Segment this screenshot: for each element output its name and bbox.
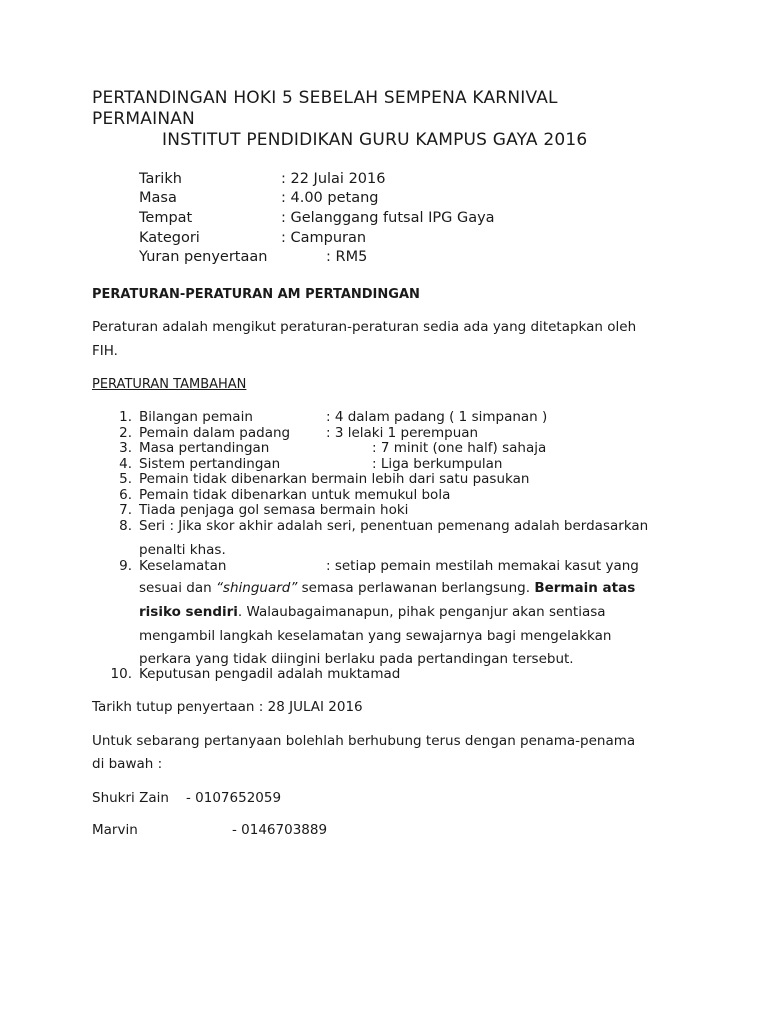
list-item-label: Masa pertandingan — [139, 440, 270, 456]
general-rules-heading: PERATURAN-PERATURAN AM PERTANDINGAN — [92, 287, 420, 302]
list-item-value: : Liga berkumpulan — [372, 456, 503, 472]
list-item-text: Seri : Jika skor akhir adalah seri, penentuan pemenang adalah berdasarkan — [139, 518, 649, 534]
list-item-label: Sistem pertandingan — [139, 456, 281, 472]
safety-line: mengambil langkah keselamatan yang sewajarnya bagi mengelakkan — [139, 628, 612, 644]
list-item-text: Tiada penjaga gol semasa bermain hoki — [139, 502, 409, 518]
detail-label: Tarikh — [139, 171, 182, 187]
contact-name: Shukri Zain — [92, 790, 169, 806]
detail-label: Kategori — [139, 230, 200, 246]
list-number: 3. — [119, 440, 132, 456]
safety-text: semasa perlawanan berlangsung. — [297, 580, 535, 596]
list-number: 1. — [119, 409, 132, 425]
closing-date: Tarikh tutup penyertaan : 28 JULAI 2016 — [92, 699, 363, 715]
detail-value: : 4.00 petang — [281, 190, 379, 206]
safety-text: . Walaubagaimanapun, pihak penganjur akan sentiasa — [237, 604, 606, 620]
own-risk-text: risiko sendiri — [139, 604, 238, 620]
contact-phone: - 0107652059 — [186, 790, 282, 806]
own-risk-text: Bermain atas — [534, 580, 636, 596]
detail-label: Tempat — [139, 210, 193, 226]
list-number: 9. — [119, 558, 132, 574]
list-number: 2. — [119, 425, 132, 441]
list-number: 4. — [119, 456, 132, 472]
list-item-value: : 4 dalam padang ( 1 simpanan ) — [326, 409, 548, 425]
general-rules-text: Peraturan adalah mengikut peraturan-peraturan sedia ada yang ditetapkan oleh — [92, 319, 637, 335]
detail-label: Yuran penyertaan — [139, 249, 268, 265]
list-item-text: Pemain tidak dibenarkan bermain lebih dari satu pasukan — [139, 471, 530, 487]
safety-line — [139, 604, 606, 620]
title-line-1: PERTANDINGAN HOKI 5 SEBELAH SEMPENA KARNIVAL — [92, 88, 558, 108]
extra-rules-heading: PERATURAN TAMBAHAN — [92, 377, 247, 392]
list-item-value: : setiap pemain mestilah memakai kasut yang — [326, 558, 639, 574]
list-number: 6. — [119, 487, 132, 503]
detail-value: : Gelanggang futsal IPG Gaya — [281, 210, 495, 226]
list-item-text: Pemain tidak dibenarkan untuk memukul bola — [139, 487, 451, 503]
general-rules-text: FIH. — [92, 343, 118, 359]
list-item-label: Keselamatan — [139, 558, 227, 574]
detail-value: : Campuran — [281, 230, 367, 246]
list-item-text: penalti khas. — [139, 542, 226, 558]
list-item-value: : 7 minit (one half) sahaja — [372, 440, 547, 456]
list-item-text: Keputusan pengadil adalah muktamad — [139, 666, 401, 682]
list-number: 5. — [119, 471, 132, 487]
list-item-label: Pemain dalam padang — [139, 425, 291, 441]
contact-intro: Untuk sebarang pertanyaan bolehlah berhubung terus dengan penama-penama — [92, 733, 636, 749]
detail-label: Masa — [139, 190, 177, 206]
safety-line — [139, 580, 635, 596]
title-line-3: INSTITUT PENDIDIKAN GURU KAMPUS GAYA 2016 — [162, 130, 588, 150]
contact-intro: di bawah : — [92, 756, 163, 772]
list-number: 7. — [119, 502, 132, 518]
detail-value: : RM5 — [326, 249, 368, 265]
list-item-label: Bilangan pemain — [139, 409, 253, 425]
title-line-2: PERMAINAN — [92, 109, 195, 129]
list-number: 10. — [110, 666, 132, 682]
shinguard-term: “shinguard” — [215, 580, 298, 596]
list-number: 8. — [119, 518, 132, 534]
safety-text: sesuai dan — [139, 580, 216, 596]
list-item-value: : 3 lelaki 1 perempuan — [326, 425, 479, 441]
contact-phone: - 0146703889 — [232, 822, 328, 838]
safety-line: perkara yang tidak diingini berlaku pada pertandingan tersebut. — [139, 651, 574, 667]
contact-name: Marvin — [92, 822, 138, 838]
detail-value: : 22 Julai 2016 — [281, 171, 386, 187]
